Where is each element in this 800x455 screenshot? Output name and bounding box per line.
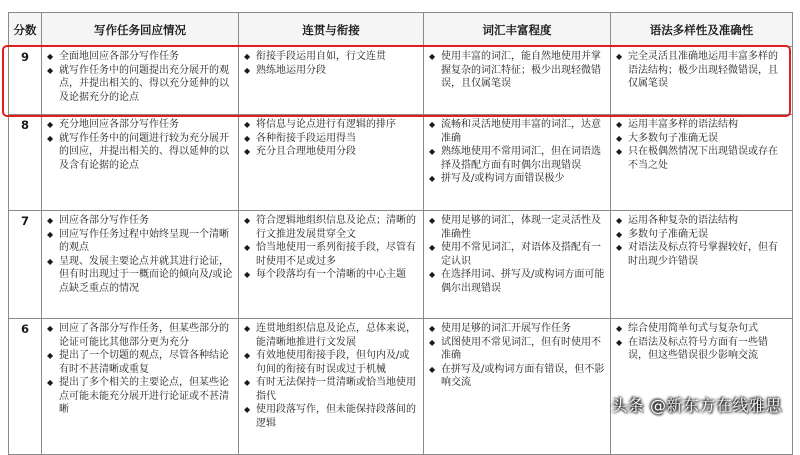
descriptor-text: 试图使用不常见词汇，但有时使用不准确 bbox=[441, 336, 601, 361]
band-row bbox=[9, 211, 793, 319]
grammar-cell bbox=[611, 319, 793, 455]
descriptor-item bbox=[243, 268, 418, 282]
descriptor-item bbox=[615, 214, 787, 228]
descriptor-item bbox=[46, 214, 233, 228]
diamond-bullet-icon: ◆ bbox=[429, 243, 436, 252]
descriptor-text: 每个段落均有一个清晰的中心主题 bbox=[256, 269, 406, 280]
descriptor-text: 在拼写及/或构词方面有错误，但不影响交流 bbox=[441, 363, 605, 388]
descriptor-text: 运用各种复杂的语法结构 bbox=[628, 215, 738, 226]
descriptor-text: 流畅和灵活地使用丰富的词汇，达意准确 bbox=[441, 119, 601, 144]
diamond-bullet-icon: ◆ bbox=[244, 270, 251, 279]
diamond-bullet-icon: ◆ bbox=[47, 216, 54, 225]
coherence-list bbox=[243, 118, 418, 159]
descriptor-item bbox=[615, 132, 787, 146]
diamond-bullet-icon: ◆ bbox=[244, 52, 251, 61]
diamond-bullet-icon: ◆ bbox=[429, 147, 436, 156]
descriptor-text: 使用段落写作，但未能保持段落间的逻辑 bbox=[256, 404, 416, 429]
descriptor-item bbox=[243, 214, 418, 241]
task-response-list bbox=[46, 118, 233, 172]
diamond-bullet-icon: ◆ bbox=[47, 256, 54, 266]
descriptor-item bbox=[243, 132, 418, 146]
descriptor-text: 就写作任务中的问题提出充分展开的观点，并提出相关的、得以充分延伸的以及论据充分的论点 bbox=[59, 64, 229, 103]
diamond-bullet-icon: ◆ bbox=[429, 364, 436, 374]
diamond-bullet-icon: ◆ bbox=[244, 216, 251, 225]
descriptor-text: 有时无法保持一贯清晰或恰当地使用指代 bbox=[256, 377, 416, 402]
descriptor-text: 使用足够的词汇开展写作任务 bbox=[441, 323, 571, 334]
descriptor-text: 衔接手段运用自如，行文连贯 bbox=[256, 51, 386, 62]
diamond-bullet-icon: ◆ bbox=[47, 229, 54, 239]
grammar-list bbox=[615, 118, 787, 172]
descriptor-item bbox=[46, 376, 233, 417]
diamond-bullet-icon: ◆ bbox=[47, 120, 54, 129]
descriptor-text: 连贯地组织信息及论点，总体来说，能清晰地推进行文发展 bbox=[256, 323, 416, 348]
lexical-list bbox=[428, 118, 605, 186]
task-response-cell bbox=[42, 211, 239, 319]
descriptor-item bbox=[46, 118, 233, 132]
grammar-cell bbox=[611, 115, 793, 211]
descriptor-item bbox=[428, 322, 605, 336]
diamond-bullet-icon: ◆ bbox=[429, 270, 436, 279]
diamond-bullet-icon: ◆ bbox=[616, 120, 623, 129]
descriptor-text: 在语法及标点符号方面有一些错误，但这些错误很少影响交流 bbox=[628, 336, 768, 361]
descriptor-item bbox=[428, 172, 605, 186]
descriptor-item bbox=[46, 228, 233, 255]
descriptor-text: 回应写作任务过程中始终呈现一个清晰的观点 bbox=[59, 228, 229, 253]
task-response-list bbox=[46, 214, 233, 295]
band-9-highlight-box bbox=[2, 45, 791, 117]
descriptor-text: 熟练地使用不常用词汇，但在词语选择及搭配方面有时偶尔出现错误 bbox=[441, 146, 601, 171]
diamond-bullet-icon: ◆ bbox=[244, 147, 251, 156]
descriptor-text: 在选择用词、拼写及/或构词方面可能偶尔出现错误 bbox=[441, 269, 605, 294]
header-score: 分数 bbox=[9, 13, 42, 47]
diamond-bullet-icon: ◆ bbox=[616, 147, 623, 156]
diamond-bullet-icon: ◆ bbox=[616, 243, 623, 252]
diamond-bullet-icon: ◆ bbox=[429, 174, 436, 183]
descriptor-item bbox=[428, 118, 605, 145]
grammar-cell bbox=[611, 211, 793, 319]
descriptor-text: 综合使用简单句式与复杂句式 bbox=[628, 323, 758, 334]
descriptor-item bbox=[615, 241, 787, 268]
descriptor-text: 熟练地运用分段 bbox=[256, 64, 326, 76]
descriptor-text: 各种衔接手段运用得当 bbox=[256, 132, 356, 144]
descriptor-text: 呈现、发展主要论点并就其进行论证，但有时出现过于一概而论的倾向及/或论点缺乏重点的情况 bbox=[59, 255, 233, 294]
diamond-bullet-icon: ◆ bbox=[47, 378, 54, 387]
descriptor-item bbox=[615, 118, 787, 132]
lexical-list bbox=[428, 322, 605, 390]
coherence-list bbox=[243, 322, 418, 430]
diamond-bullet-icon: ◆ bbox=[47, 133, 54, 143]
descriptor-text: 提出了多个相关的主要论点，但某些论点可能未能充分展开进行论证或不甚清晰 bbox=[59, 377, 229, 415]
descriptor-text: 使用足够的词汇，体现一定灵活性及准确性 bbox=[441, 215, 601, 240]
descriptor-text: 大多数句子准确无误 bbox=[628, 132, 718, 144]
descriptor-item bbox=[243, 118, 418, 132]
diamond-bullet-icon: ◆ bbox=[616, 324, 623, 333]
descriptor-text: 只在极偶然情况下出现错误或存在不当之处 bbox=[628, 146, 778, 171]
diamond-bullet-icon: ◆ bbox=[244, 133, 251, 143]
diamond-bullet-icon: ◆ bbox=[429, 120, 436, 129]
grammar-list bbox=[615, 322, 787, 363]
coherence-cell bbox=[239, 319, 424, 455]
descriptor-item bbox=[615, 322, 787, 336]
diamond-bullet-icon: ◆ bbox=[244, 243, 251, 252]
descriptor-item bbox=[46, 322, 233, 349]
diamond-bullet-icon: ◆ bbox=[244, 378, 251, 387]
task-response-list bbox=[46, 322, 233, 417]
diamond-bullet-icon: ◆ bbox=[244, 120, 251, 129]
descriptor-item bbox=[428, 241, 605, 268]
lexical-cell bbox=[424, 211, 611, 319]
watermark: 头条 @新东方在线雅思 bbox=[611, 396, 782, 415]
band-row bbox=[9, 115, 793, 211]
diamond-bullet-icon: ◆ bbox=[429, 216, 436, 225]
diamond-bullet-icon: ◆ bbox=[47, 324, 54, 333]
diamond-bullet-icon: ◆ bbox=[616, 229, 623, 239]
descriptor-text: 拼写及/或构词方面错误极少 bbox=[441, 173, 565, 184]
descriptor-text: 使用丰富的词汇，能自然地使用并掌握复杂的词汇特征；极少出现轻微错误，且仅属笔误 bbox=[441, 51, 601, 89]
diamond-bullet-icon: ◆ bbox=[429, 52, 436, 61]
descriptor-item bbox=[428, 336, 605, 363]
descriptor-item bbox=[615, 336, 787, 363]
band-score: 9 bbox=[9, 47, 42, 115]
diamond-bullet-icon: ◆ bbox=[429, 337, 436, 347]
descriptor-text: 使用不常见词汇，对语体及搭配有一定认识 bbox=[441, 242, 601, 267]
grammar-list bbox=[615, 214, 787, 268]
diamond-bullet-icon: ◆ bbox=[244, 324, 251, 333]
descriptor-item bbox=[243, 376, 418, 403]
descriptor-text: 就写作任务中的问题进行较为充分展开的回应，并提出相关的、得以延伸的以及含有论据的论点 bbox=[59, 132, 229, 171]
diamond-bullet-icon: ◆ bbox=[616, 216, 623, 225]
diamond-bullet-icon: ◆ bbox=[244, 65, 251, 75]
descriptor-item bbox=[46, 255, 233, 296]
coherence-list bbox=[243, 214, 418, 282]
diamond-bullet-icon: ◆ bbox=[47, 351, 54, 360]
band-score: 7 bbox=[9, 211, 42, 319]
diamond-bullet-icon: ◆ bbox=[616, 133, 623, 143]
descriptor-item bbox=[428, 268, 605, 295]
descriptor-text: 充分地回应各部分写作任务 bbox=[59, 119, 179, 130]
descriptor-text: 符合逻辑地组织信息及论点；清晰的行文推进发展贯穿全文 bbox=[256, 215, 416, 240]
descriptor-text: 运用丰富多样的语法结构 bbox=[628, 119, 738, 130]
band-row bbox=[9, 319, 793, 455]
diamond-bullet-icon: ◆ bbox=[47, 52, 54, 61]
descriptor-item bbox=[243, 403, 418, 430]
header-grammar: 语法多样性及准确性 bbox=[611, 13, 793, 47]
coherence-cell bbox=[239, 211, 424, 319]
descriptor-item bbox=[428, 363, 605, 390]
descriptor-text: 回应各部分写作任务 bbox=[59, 215, 149, 226]
diamond-bullet-icon: ◆ bbox=[244, 405, 251, 414]
lexical-cell bbox=[424, 115, 611, 211]
task-response-cell bbox=[42, 115, 239, 211]
lexical-cell bbox=[424, 319, 611, 455]
descriptor-text: 多数句子准确无误 bbox=[628, 228, 708, 240]
descriptor-item bbox=[615, 228, 787, 242]
descriptor-text: 充分且合理地使用分段 bbox=[256, 146, 356, 157]
descriptor-item bbox=[46, 132, 233, 173]
header-lexical: 词汇丰富程度 bbox=[424, 13, 611, 47]
band-score: 8 bbox=[9, 115, 42, 211]
coherence-cell bbox=[239, 115, 424, 211]
descriptor-item bbox=[615, 145, 787, 172]
band-score: 6 bbox=[9, 319, 42, 455]
header-coherence: 连贯与衔接 bbox=[239, 13, 424, 47]
diamond-bullet-icon: ◆ bbox=[47, 65, 54, 75]
descriptor-text: 回应了各部分写作任务，但某些部分的论证可能比其他部分更为充分 bbox=[59, 323, 229, 348]
descriptor-item bbox=[243, 349, 418, 376]
descriptor-text: 有效地使用衔接手段，但句内及/或句间的衔接有时误或过于机械 bbox=[256, 350, 410, 375]
descriptor-text: 全面地回应各部分写作任务 bbox=[59, 51, 179, 62]
task-response-cell bbox=[42, 319, 239, 455]
descriptor-text: 对语法及标点符号掌握较好，但有时出现少许错误 bbox=[628, 242, 778, 267]
descriptor-item bbox=[428, 145, 605, 172]
descriptor-text: 完全灵活且准确地运用丰富多样的语法结构；极少出现轻微错误，且仅属笔误 bbox=[628, 51, 778, 89]
descriptor-item bbox=[243, 145, 418, 159]
descriptor-text: 提出了一个切题的观点，尽管各种结论有时不甚清晰或重复 bbox=[59, 350, 229, 375]
lexical-list bbox=[428, 214, 605, 295]
diamond-bullet-icon: ◆ bbox=[429, 324, 436, 333]
header-row bbox=[9, 13, 793, 47]
descriptor-item bbox=[243, 241, 418, 268]
descriptor-item bbox=[428, 214, 605, 241]
diamond-bullet-icon: ◆ bbox=[616, 52, 623, 61]
descriptor-item bbox=[243, 322, 418, 349]
descriptor-item bbox=[46, 349, 233, 376]
diamond-bullet-icon: ◆ bbox=[244, 351, 251, 360]
descriptor-text: 将信息与论点进行有逻辑的排序 bbox=[256, 119, 396, 130]
diamond-bullet-icon: ◆ bbox=[616, 337, 623, 347]
descriptor-text: 恰当地使用一系列衔接手段，尽管有时使用不足或过多 bbox=[256, 242, 416, 267]
header-task-response: 写作任务回应情况 bbox=[42, 13, 239, 47]
